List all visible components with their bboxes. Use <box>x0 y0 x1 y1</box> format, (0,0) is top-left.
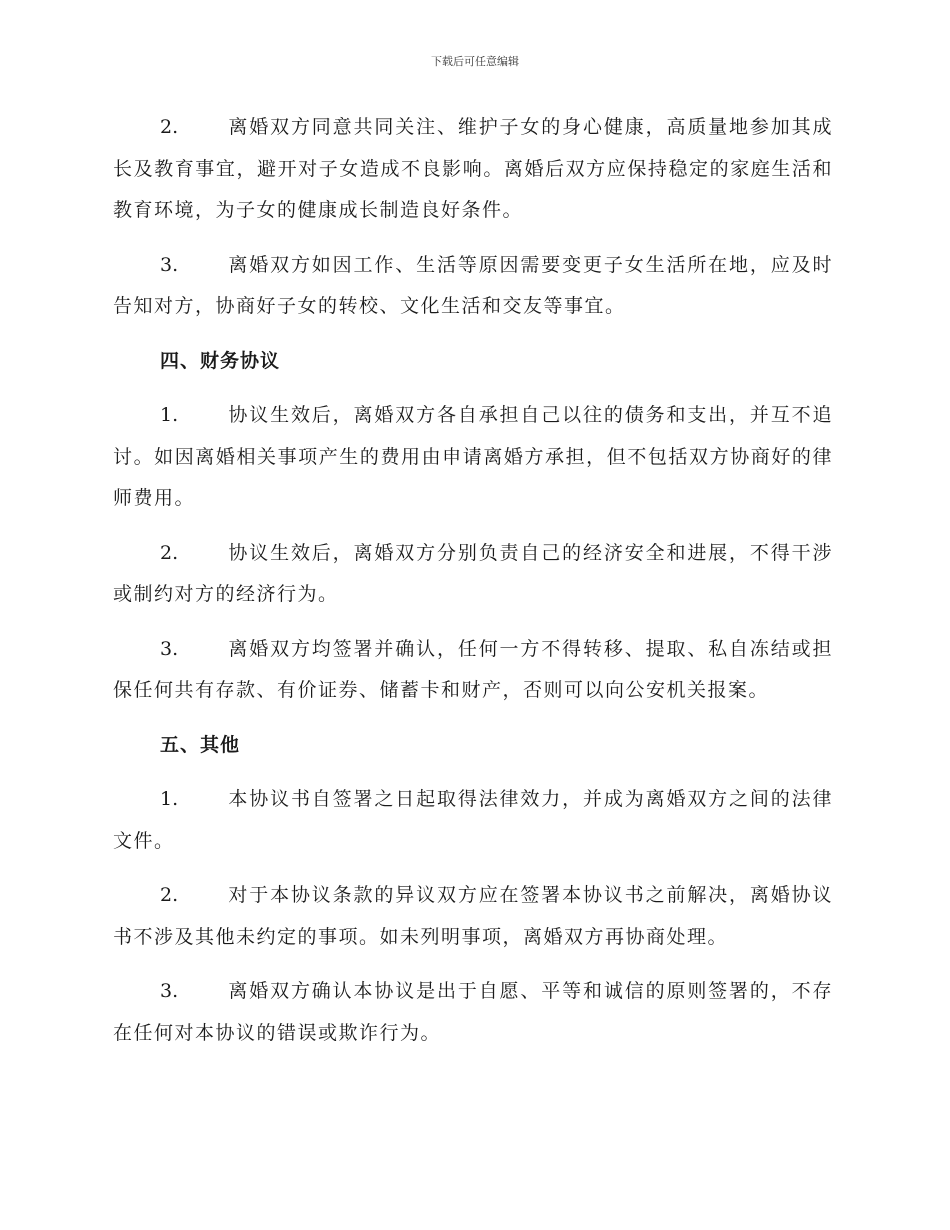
clause-paragraph <box>113 245 833 328</box>
clause-paragraph <box>113 629 833 712</box>
clause-paragraph <box>113 779 833 862</box>
clause-number: 3. <box>160 637 179 660</box>
clause-paragraph <box>113 107 833 232</box>
clause-text: 本协议书自签署之日起取得法律效力，并成为离婚双方之间的法律文件。 <box>113 788 833 852</box>
clause-text: 离婚双方确认本协议是出于自愿、平等和诚信的原则签署的，不存在任何对本协议的错误或欺诈行为。 <box>113 980 833 1044</box>
clause-paragraph <box>113 533 833 616</box>
section-heading: 五、其他 <box>160 733 241 756</box>
clause-text: 离婚双方如因工作、生活等原因需要变更子女生活所在地，应及时告知对方，协商好子女的转校、文化生活和交友等事宜。 <box>113 253 833 317</box>
clause-text: 对于本协议条款的异议双方应在签署本协议书之前解决，离婚协议书不涉及其他未约定的事项。如未列明事项，离婚双方再协商处理。 <box>113 884 833 948</box>
clause-text: 离婚双方均签署并确认，任何一方不得转移、提取、私自冻结或担保任何共有存款、有价证券、储蓄卡和财产，否则可以向公安机关报案。 <box>113 637 833 701</box>
clause-number: 3. <box>160 980 179 1002</box>
page-header: 下载后可任意编辑 <box>431 55 519 68</box>
clause-paragraph <box>113 971 833 1054</box>
clause-text: 协议生效后，离婚双方各自承担自己以往的债务和支出，并互不追讨。如因离婚相关事项产生的费用由申请离婚方承担，但不包括双方协商好的律师费用。 <box>113 404 833 509</box>
clause-number: 3. <box>160 253 179 276</box>
clause-number: 2. <box>160 541 179 564</box>
clause-number: 2. <box>160 884 179 906</box>
clause-paragraph <box>113 875 833 958</box>
clause-number: 2. <box>160 116 179 138</box>
clause-number: 1. <box>160 788 179 810</box>
clause-number: 1. <box>160 404 179 426</box>
document-body <box>113 107 833 1067</box>
clause-paragraph <box>113 395 833 520</box>
clause-text: 协议生效后，离婚双方分别负责自己的经济安全和进展，不得干涉或制约对方的经济行为。 <box>113 541 833 605</box>
section-heading: 四、财务协议 <box>160 349 281 372</box>
clause-text: 离婚双方同意共同关注、维护子女的身心健康，高质量地参加其成长及教育事宜，避开对子女造成不良影响。离婚后双方应保持稳定的家庭生活和教育环境，为子女的健康成长制造良好条件。 <box>113 116 833 221</box>
